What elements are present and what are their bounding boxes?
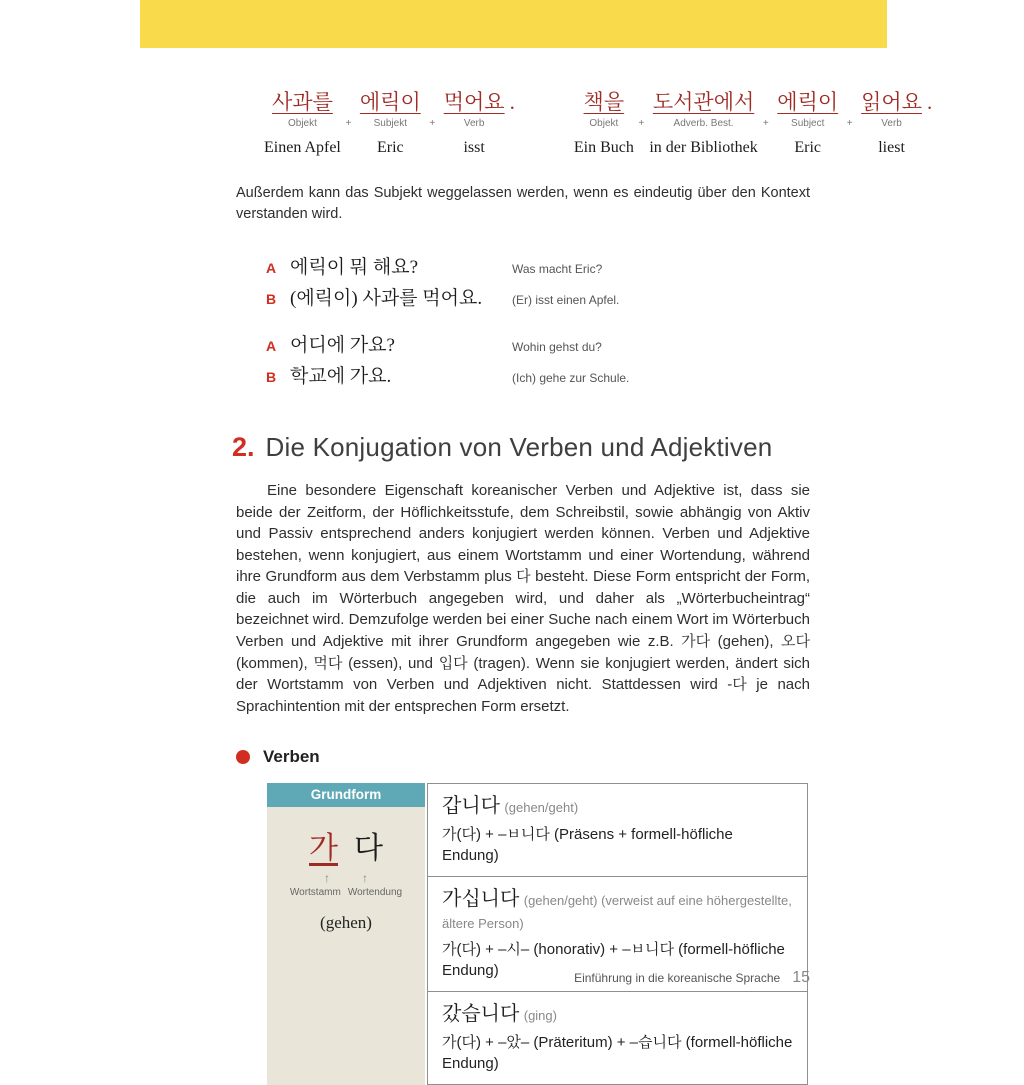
word-column (440, 88, 509, 157)
word-column (264, 88, 341, 157)
dialogue-korean: 학교에 가요. (290, 365, 392, 387)
dialogue-korean: 어디에 가요? (290, 334, 395, 356)
plus-sign: + (762, 118, 769, 129)
page-footer (574, 969, 810, 987)
korean-word: 책을 (583, 90, 625, 114)
word-role-label: Subjekt (373, 118, 407, 129)
word-role-label: Objekt (287, 118, 317, 129)
word-role-label: Subject (791, 118, 825, 129)
conjugation-row (428, 991, 807, 1084)
word-gloss: Einen Apfel (264, 139, 341, 156)
speaker-label: B (266, 290, 277, 307)
verben-label: Verben (263, 747, 320, 767)
word-gloss: liest (878, 139, 905, 156)
section-number: 2. (232, 431, 255, 462)
word-stem: 가 (309, 832, 338, 866)
conjugation-note: (gehen/geht) (verweist auf eine höhergestellte, ältere Person) (442, 893, 792, 932)
word-gloss: Eric (794, 139, 822, 156)
word-gloss: isst (463, 139, 485, 156)
dialogue-german: Was macht Eric? (512, 261, 603, 276)
speaker-label: A (266, 259, 277, 276)
word-separator (425, 88, 440, 132)
word-role-label: Objekt (589, 118, 619, 129)
dialogue-pair (266, 252, 810, 314)
verben-heading (236, 747, 810, 767)
word-column (574, 88, 634, 157)
dialogue-korean: (에릭이) 사과를 먹어요. (290, 287, 483, 309)
dialogue-korean: 에릭이 뭐 해요? (290, 256, 419, 278)
korean-word: 도서관에서 (652, 90, 755, 114)
word-separator (341, 88, 356, 132)
plus-sign: + (638, 118, 645, 129)
plus-sign: + (429, 118, 436, 129)
footer-title: Einführung in die koreanische Sprache (574, 971, 781, 985)
korean-word: 에릭이 (777, 90, 839, 114)
word-role-label: Verb (463, 118, 485, 129)
header-band (140, 0, 887, 48)
ending-label: Wortendung (347, 887, 403, 899)
grundform-header: Grundform (267, 783, 425, 807)
conjugated-form: 갑니다 (442, 795, 500, 818)
korean-word: 먹어요 (443, 90, 505, 114)
dialogue-german: (Ich) gehe zur Schule. (512, 370, 630, 385)
korean-word: 읽어요 (861, 90, 922, 114)
conjugation-formula: 가(다) + –ㅂ니다 (Präsens + formell-höfliche Endung) (442, 826, 733, 865)
sentence-example-2 (574, 88, 933, 157)
word-gloss: in der Bibliothek (649, 139, 758, 156)
sentence-example-1 (264, 88, 516, 157)
word-gloss: Ein Buch (573, 139, 634, 156)
conjugation-rows (427, 783, 808, 1085)
dialogue-german: (Er) isst einen Apfel. (512, 292, 620, 307)
korean-word: 에릭이 (359, 90, 421, 114)
sentence-period: . (927, 90, 933, 114)
korean-word: 사과를 (272, 90, 333, 114)
arrow-icons (267, 871, 425, 885)
dialogue-row (266, 361, 810, 392)
conjugation-note: (gehen/geht) (504, 800, 579, 816)
bullet-icon (236, 750, 250, 764)
section-body: Eine besondere Eigenschaft koreanischer Verben und Adjektive ist, dass sie beide der Zeitform, der Höflichkeitsstufe, dem Schreibstil, sowie abhängig von Aktiv und Passiv entsprechend anders konjugiert werden können. Verben und Adjektive bestehen, wenn konjugiert, aus einem Wortstamm und einer Wortendung, während ihre Grundform aus dem Verbstamm plus 다 besteht. Diese Form entspricht der Form, die auch im Wörterbuch angegeben wird, und daher als „Wörterbucheintrag“ bezeichnet wird. Demzufolge werden bei einer Suche nach einem Wort im Wörterbuch Verben und Adjektive mit ihrer Grundform angegeben wie z.B. 가다 (gehen), 오다 (kommen), 먹다 (essen), und 입다 (tragen). Wenn sie konjugiert werden, ändert sich der Wortstamm von Verben und Adjektiven nicht. Stattdessen wird -다 je nach Sprachintention mit der entsprechen Form ersetzt. (236, 481, 810, 715)
sentence-period: . (509, 90, 515, 114)
conjugated-form: 가십니다 (442, 888, 520, 911)
word-role-label: Verb (881, 118, 902, 129)
word-column (773, 88, 842, 157)
word-role-label: Adverb. Best. (673, 118, 734, 129)
speaker-label: B (266, 368, 277, 385)
dialogue-row (266, 330, 810, 361)
page-content (232, 88, 933, 1085)
section-title: Die Konjugation von Verben und Adjektiven (265, 431, 773, 462)
dialogue-examples (236, 252, 810, 392)
conjugated-form: 갔습니다 (442, 1003, 520, 1026)
period-column (926, 88, 933, 118)
dialogue-pair (266, 330, 810, 392)
dialogue-row (266, 252, 810, 283)
conjugation-formula: 가(다) + –았– (Präteritum) + –습니다 (formell-höfliche Endung) (442, 1034, 793, 1073)
grundform-cell (267, 807, 425, 1085)
stem-label: Wortstamm (289, 887, 341, 899)
section-heading (232, 432, 810, 463)
base-form (267, 823, 425, 867)
word-separator (634, 88, 649, 132)
word-gloss: Eric (376, 139, 404, 156)
word-column (649, 88, 758, 157)
word-separator (758, 88, 773, 132)
word-column (356, 88, 425, 157)
context-note: Außerdem kann das Subjekt weggelassen werden, wenn es eindeutig über den Kontext verstanden wird. (236, 185, 810, 223)
sentence-examples (264, 88, 933, 157)
base-form-meaning: (gehen) (320, 913, 372, 933)
conjugation-table (267, 783, 808, 1085)
up-arrow-icon: ↑ (362, 871, 368, 886)
speaker-label: A (266, 337, 277, 354)
word-separator (842, 88, 857, 132)
period-column (509, 88, 516, 118)
dialogue-german: Wohin gehst du? (512, 339, 602, 354)
plus-sign: + (345, 118, 352, 129)
word-column (857, 88, 926, 157)
plus-sign: + (846, 118, 853, 129)
conjugation-note: (ging) (523, 1008, 557, 1024)
conjugation-row (428, 784, 807, 876)
page-number: 15 (792, 969, 810, 986)
conjugation-formula: 가(다) + –시– (honorativ) + –ㅂ니다 (formell-höfliche Endung) (442, 941, 785, 980)
stem-ending-labels (267, 887, 425, 898)
dialogue-row (266, 283, 810, 314)
grundform-column (267, 783, 425, 1085)
word-ending: 다 (354, 832, 383, 866)
up-arrow-icon: ↑ (324, 871, 330, 886)
